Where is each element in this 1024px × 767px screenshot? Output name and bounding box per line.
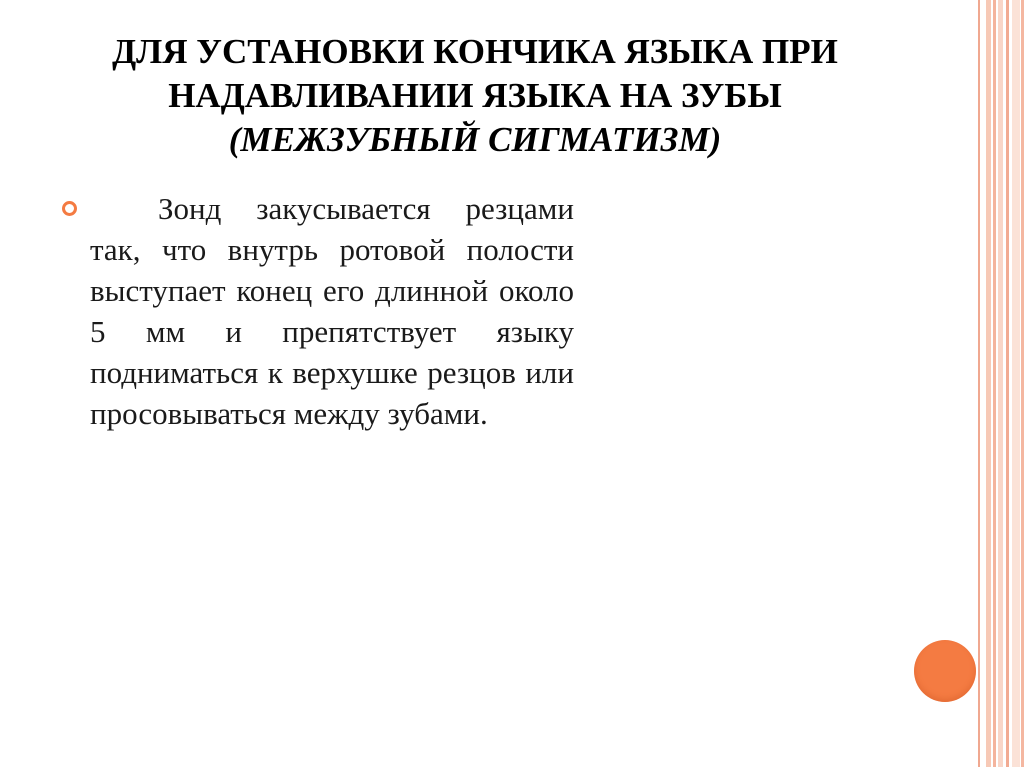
title-line-1: ДЛЯ УСТАНОВКИ КОНЧИКА ЯЗЫКА ПРИ xyxy=(112,32,838,71)
bullet-text: Зонд закусывается резцами так, что внутрь ротовой полости выступает конец его длинной около 5 мм и препятствует языку подниматься к верхушке резцов или просовываться между зубами. xyxy=(90,191,574,431)
decorative-stripe xyxy=(978,0,980,767)
ring-bullet-icon xyxy=(62,201,77,216)
title-line-3: (МЕЖЗУБНЫЙ СИГМАТИЗМ) xyxy=(228,120,722,159)
slide-title xyxy=(60,30,890,162)
decorative-circle xyxy=(914,640,976,702)
decorative-stripe xyxy=(998,0,1003,767)
decorative-stripe xyxy=(993,0,996,767)
title-line-2: НАДАВЛИВАНИИ ЯЗЫКА НА ЗУБЫ xyxy=(168,76,782,115)
decorative-stripe xyxy=(1006,0,1009,767)
decorative-stripe xyxy=(986,0,991,767)
decorative-stripe xyxy=(1012,0,1020,767)
